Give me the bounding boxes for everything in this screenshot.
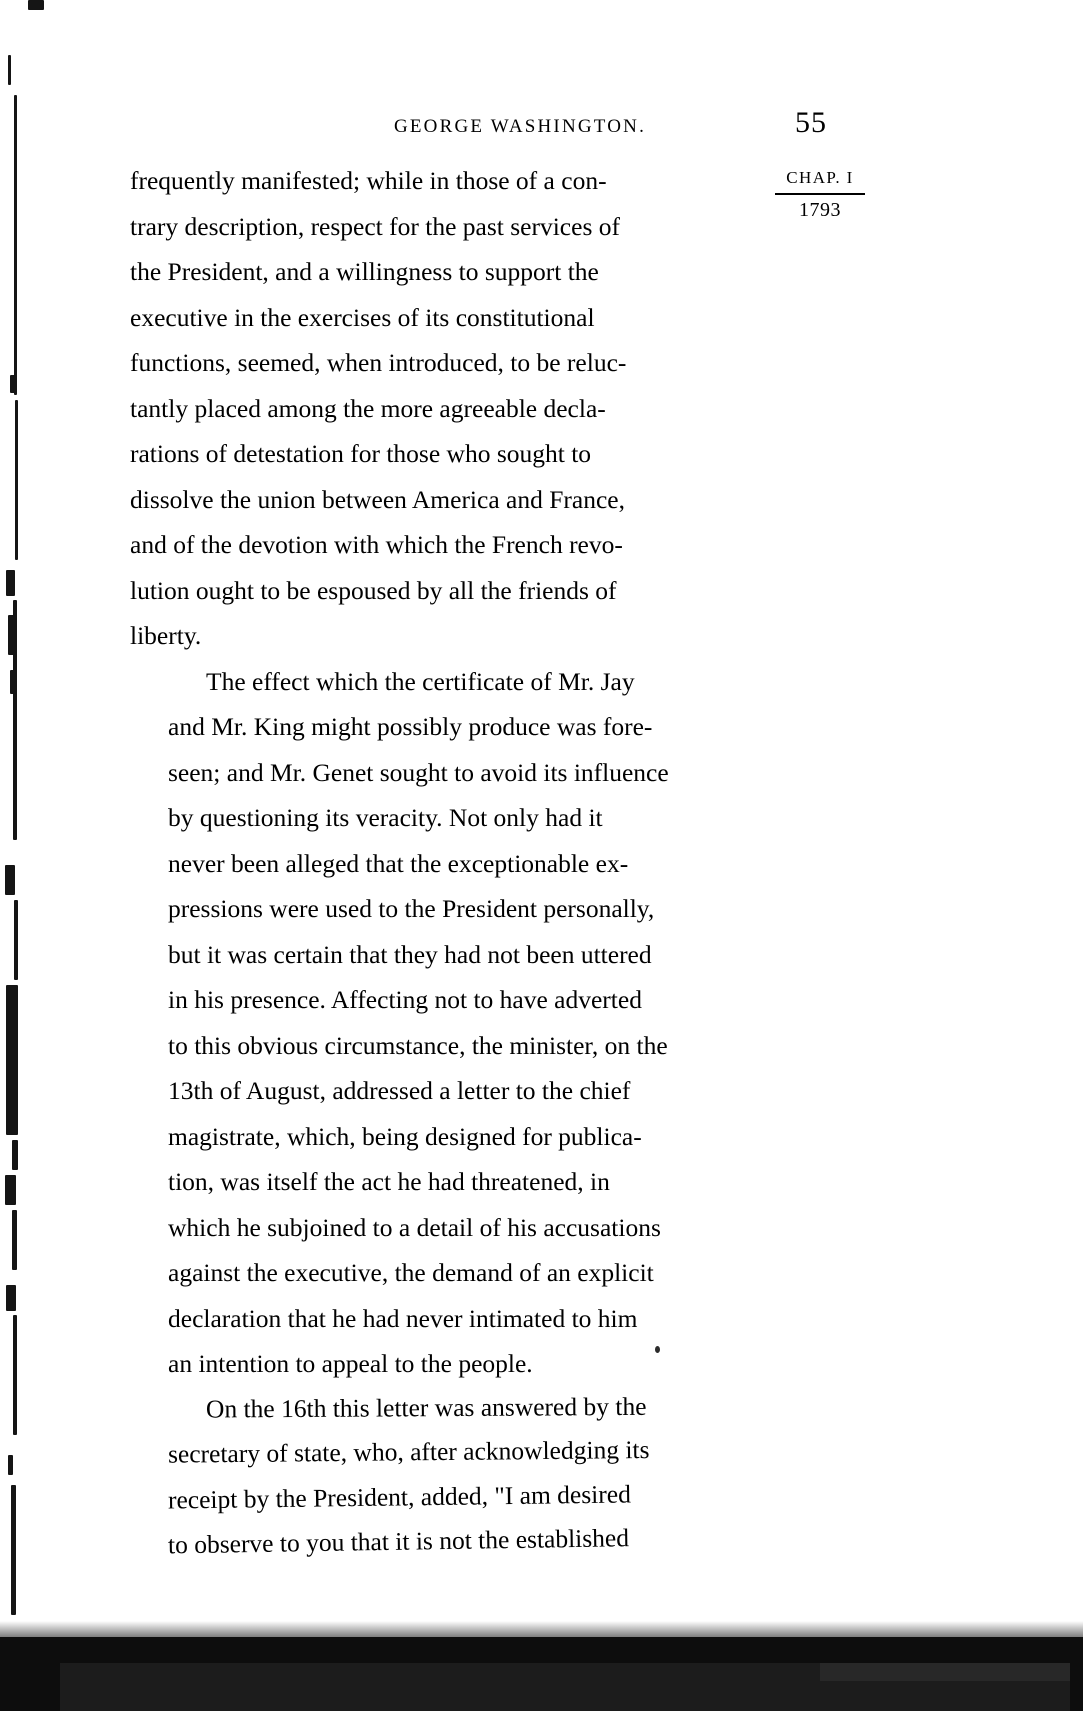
text-line: On the 16th this letter was answered by the [205, 1391, 647, 1424]
text-line: liberty. [130, 621, 202, 650]
text-line: functions, seemed, when introduced, to be reluc- [130, 348, 627, 377]
gutter-mark [5, 1175, 16, 1205]
text-line: but it was certain that they had not been uttered [168, 939, 652, 969]
gutter-mark [10, 375, 15, 393]
text-line: magistrate, which, being designed for publica- [168, 1121, 642, 1151]
text-line: frequently manifested; while in those of a con- [130, 166, 607, 195]
text-line: which he subjoined to a detail of his accusations [168, 1212, 661, 1242]
body-text [130, 158, 740, 1569]
margin-note [760, 168, 880, 222]
gutter-mark [8, 1455, 13, 1475]
scan-corner-smudge [820, 1663, 1070, 1681]
text-line: executive in the exercises of its constitutional [130, 302, 595, 332]
text-line: against the executive, the demand of an explicit [168, 1258, 654, 1287]
text-line: rations of detestation for those who sought to [130, 439, 592, 468]
text-line: the President, and a willingness to support the [130, 257, 599, 286]
paragraph [130, 659, 740, 1387]
gutter-mark [6, 985, 18, 1135]
gutter-mark [8, 615, 15, 655]
margin-year: 1793 [799, 199, 841, 221]
text-line: tion, was itself the act he had threatened, in [168, 1167, 610, 1196]
text-line: pressions were used to the President personally, [168, 894, 655, 923]
gutter-mark [6, 570, 15, 596]
text-line: to this obvious circumstance, the minister, on the [168, 1030, 668, 1060]
text-line: never been alleged that the exceptionable ex- [168, 848, 629, 878]
gutter-mark [8, 55, 11, 85]
scan-bottom-fade [0, 1621, 1083, 1637]
text-line: to observe to you that it is not the established [167, 1523, 630, 1560]
text-line: lution ought to be espoused by all the friends of [130, 575, 617, 605]
gutter-mark [14, 900, 18, 980]
text-line: The effect which the certificate of Mr. Jay [206, 666, 635, 696]
text-line: dissolve the union between America and France, [130, 484, 625, 514]
paragraph [130, 158, 740, 659]
text-line: seen; and Mr. Genet sought to avoid its influence [168, 757, 669, 787]
gutter-mark [6, 1285, 16, 1311]
gutter-mark [12, 1210, 17, 1270]
gutter-mark [11, 1485, 16, 1615]
gutter-mark [13, 1315, 17, 1435]
text-line: 13th of August, addressed a letter to the chief [168, 1076, 631, 1105]
gutter-mark [14, 95, 17, 395]
text-line: in his presence. Affecting not to have adverted [168, 985, 642, 1014]
page-number: 55 [795, 106, 827, 139]
text-line: and Mr. King might possibly produce was fore- [168, 712, 653, 741]
text-line: secretary of state, who, after acknowledging its [167, 1435, 650, 1469]
text-line: tantly placed among the more agreeable decla- [130, 393, 606, 423]
text-line: an intention to appeal to the people. [168, 1349, 533, 1378]
paragraph [130, 1387, 740, 1569]
text-line: by questioning its veracity. Not only had it [168, 803, 603, 832]
gutter-mark [5, 865, 15, 895]
margin-chapter-label: CHAP. I [786, 168, 854, 187]
gutter-mark [10, 670, 16, 694]
text-line: trary description, respect for the past services of [130, 211, 620, 241]
gutter-mark [15, 400, 18, 560]
gutter-mark [12, 1140, 18, 1170]
text-line: and of the devotion with which the French revo- [130, 530, 623, 559]
gutter-mark [28, 0, 44, 10]
running-head: GEORGE WASHINGTON. [393, 116, 647, 137]
margin-divider [775, 193, 865, 195]
text-line: declaration that he had never intimated to him [168, 1303, 638, 1333]
text-line: receipt by the President, added, "I am desired [167, 1478, 632, 1515]
